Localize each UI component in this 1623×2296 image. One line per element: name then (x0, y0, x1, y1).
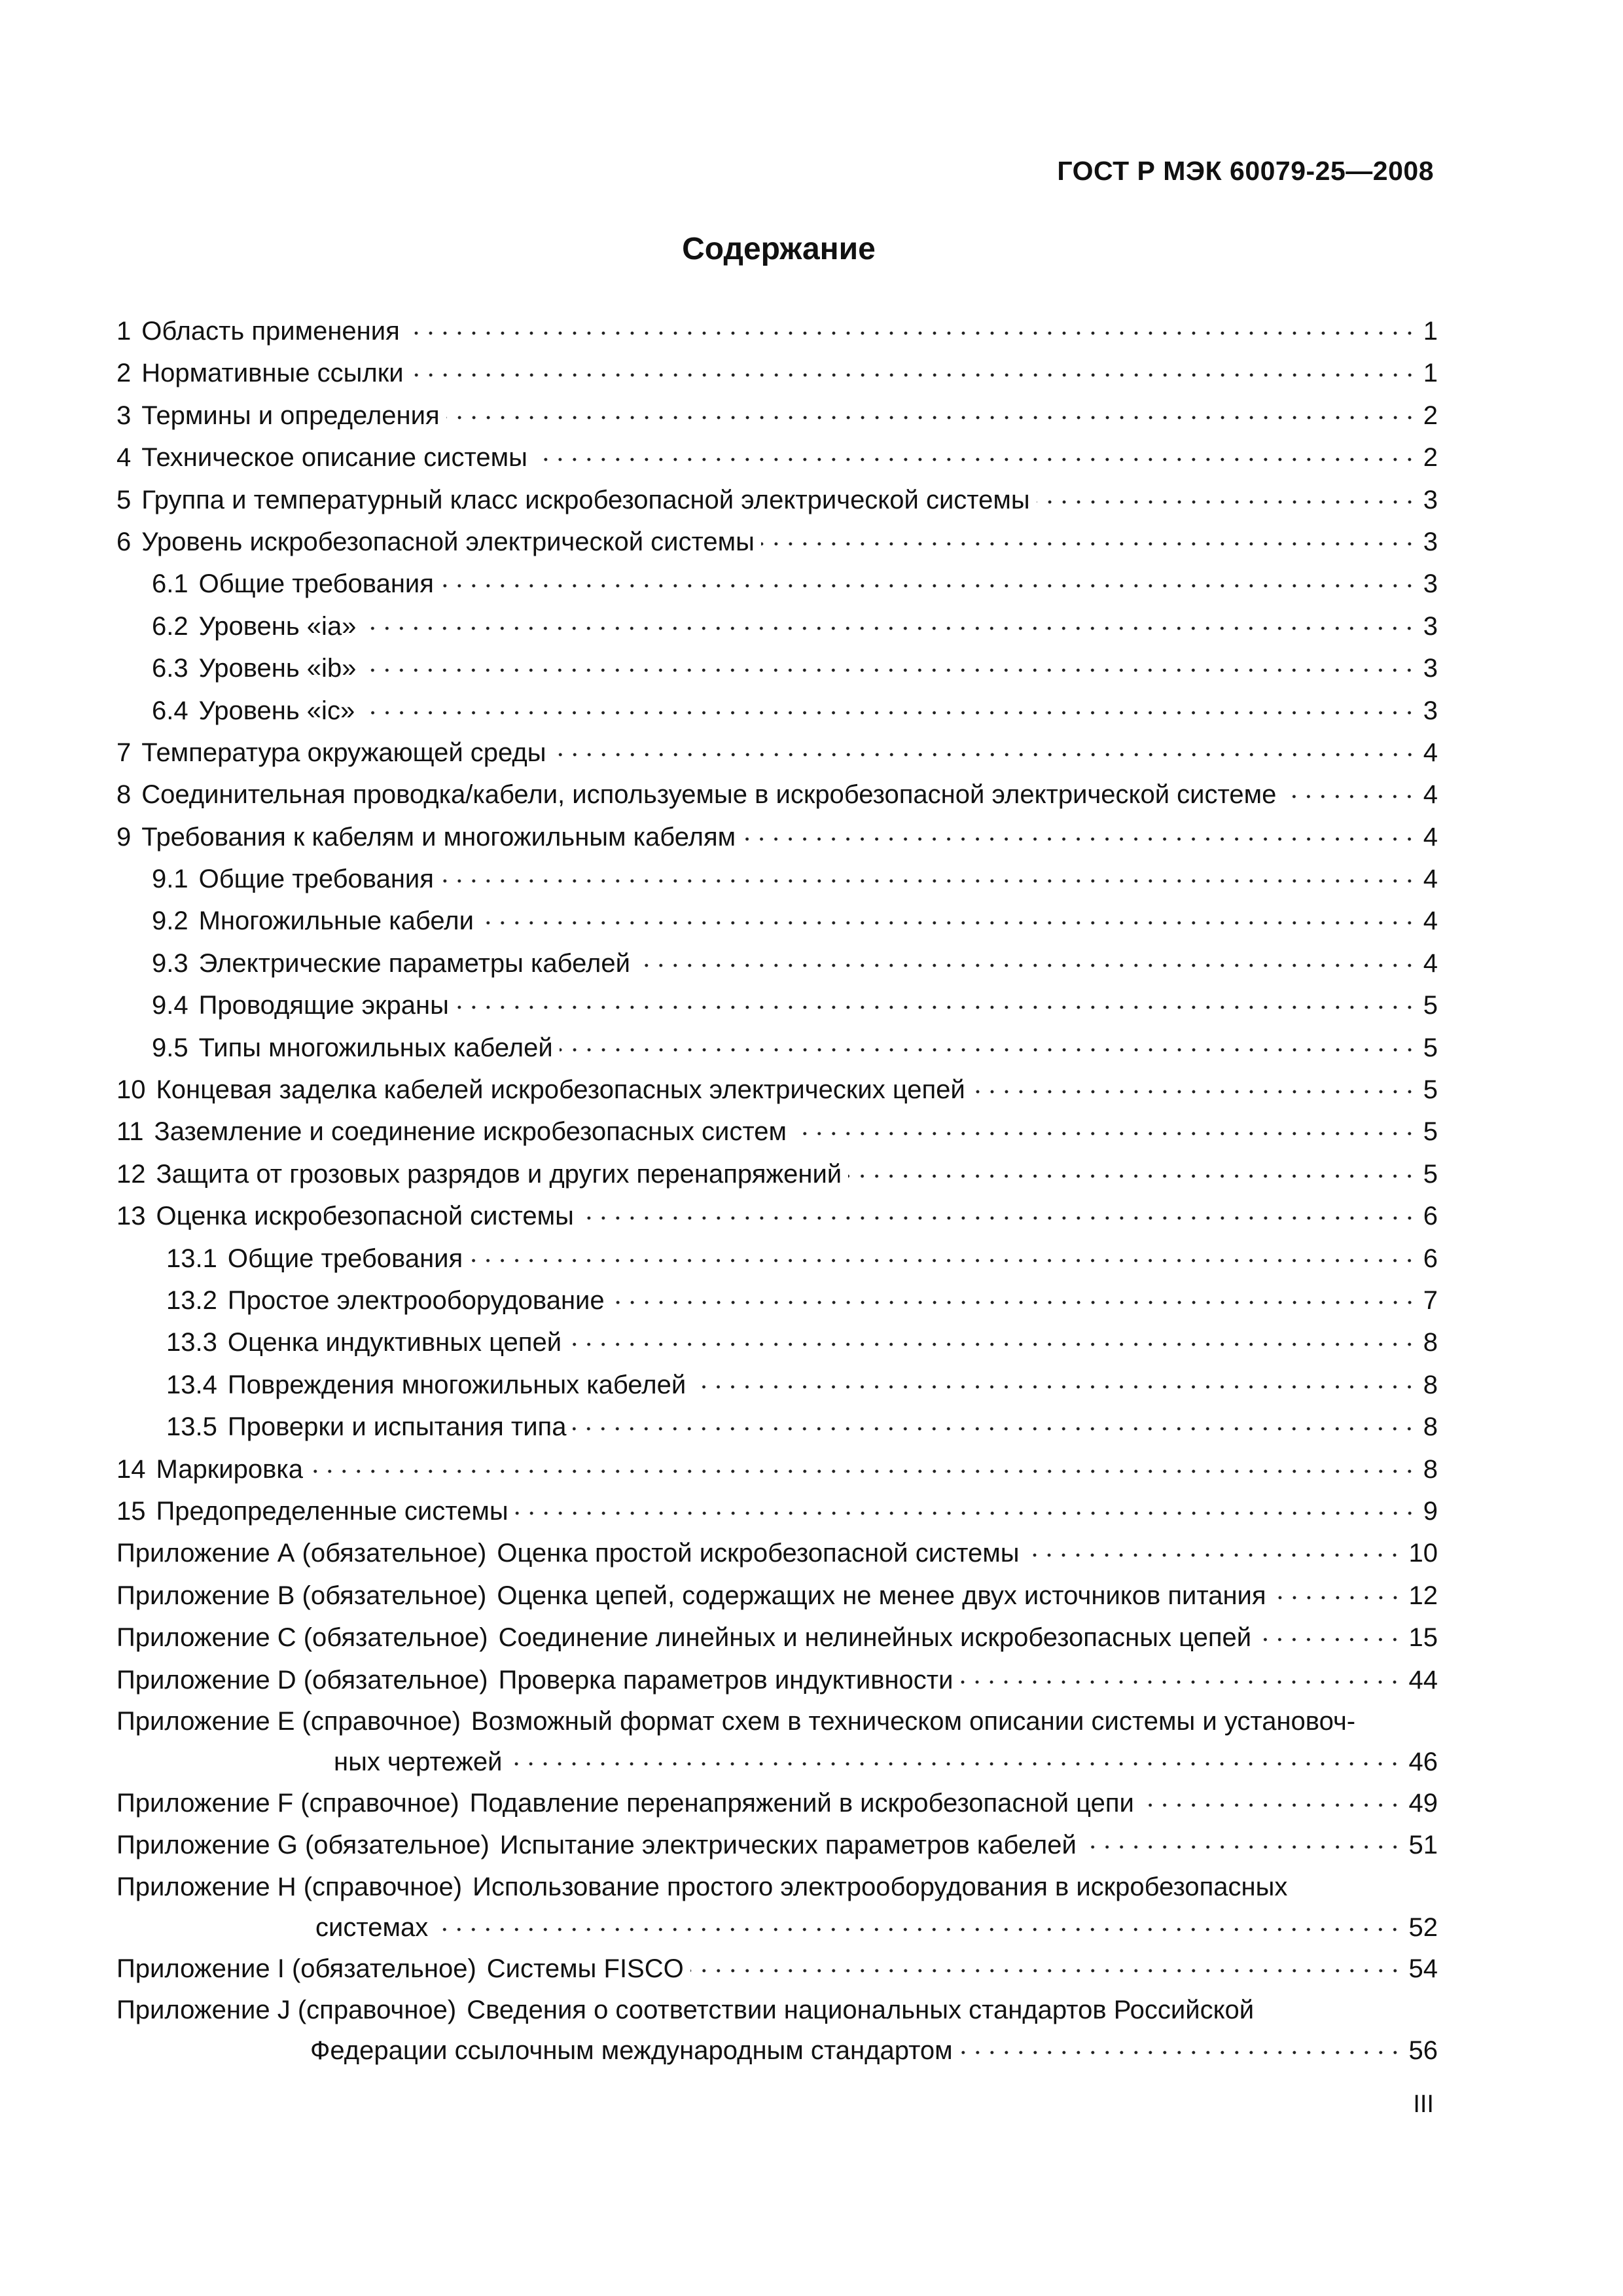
toc-entry-page: 8 (1423, 1412, 1438, 1442)
toc-entry-page: 1 (1423, 317, 1438, 346)
dot-leader (435, 1910, 1402, 1936)
toc-entry (116, 395, 1438, 437)
toc-entry-title: Оценка искробезопасной системы (156, 1202, 574, 1231)
dot-leader (508, 1744, 1402, 1770)
annex-page: 44 (1408, 1665, 1438, 1695)
toc-entry-page: 3 (1423, 696, 1438, 725)
dot-leader (446, 398, 1417, 424)
toc-entry-page: 5 (1423, 1159, 1438, 1189)
toc-entry-number: 11 (116, 1117, 144, 1147)
annex-page: 52 (1408, 1912, 1438, 1942)
dot-leader (363, 609, 1416, 635)
toc-entry-number: 1 (116, 317, 132, 346)
annex-entry-continuation (116, 1907, 1438, 1948)
dot-leader (568, 1325, 1417, 1351)
annex-label: Приложение А (обязательное) (116, 1539, 487, 1568)
toc-subentry (116, 984, 1438, 1026)
toc-entry-title: Электрические параметры кабелей (198, 948, 630, 978)
toc-entry-title: Общие требования (198, 865, 434, 894)
toc-entry-number: 13.3 (166, 1328, 217, 1357)
toc-entry-page: 4 (1423, 780, 1438, 810)
toc-subentry (116, 1321, 1438, 1363)
toc-entry-page: 4 (1423, 948, 1438, 978)
toc-entry-title: Общие требования (227, 1244, 463, 1273)
annex-entry (116, 1532, 1438, 1574)
toc-entry (116, 479, 1438, 521)
toc-entry (116, 521, 1438, 563)
toc-entry (116, 1111, 1438, 1153)
dot-leader (534, 440, 1417, 466)
toc-entry-title: Уровень «ib» (198, 654, 357, 683)
toc-entry-title: Простое электрооборудование (227, 1285, 605, 1315)
annex-label: Приложение Е (справочное) (116, 1706, 461, 1736)
toc-entry-number: 3 (116, 401, 132, 430)
document-header: ГОСТ Р МЭК 60079-25—2008 (1057, 156, 1434, 186)
annex-label: Приложение С (обязательное) (116, 1623, 488, 1653)
toc-entry-title: Нормативные ссылки (141, 359, 404, 388)
toc-subentry (116, 942, 1438, 984)
annex-title: Оценка простой искробезопасной системы (497, 1539, 1020, 1568)
toc-entry-page: 3 (1423, 527, 1438, 556)
toc-entry-title: Техническое описание системы (141, 443, 527, 473)
toc-entry-page: 3 (1423, 654, 1438, 683)
toc-entry-number: 13.2 (166, 1285, 217, 1315)
toc-subentry (116, 1280, 1438, 1321)
annex-title-continuation: системах (315, 1912, 429, 1942)
annex-label: Приложение G (обязательное) (116, 1831, 490, 1860)
toc-entry-number: 9 (116, 822, 132, 852)
toc-entry-title: Уровень «ia» (198, 611, 357, 641)
annex-entry (116, 1990, 1438, 2030)
toc-entry-title: Термины и определения (141, 401, 440, 430)
annex-title: Использование простого электрооборудования в искробезопасных (473, 1872, 1288, 1901)
annex-entry-continuation (116, 1742, 1438, 1782)
dot-leader (410, 355, 1417, 382)
annex-entry (116, 1701, 1438, 1742)
dot-leader (515, 1494, 1417, 1520)
toc-entry-page: 5 (1423, 991, 1438, 1020)
toc-entry-title: Область применения (141, 317, 400, 346)
annex-title-continuation: Федерации ссылочным международным стандартом (310, 2036, 953, 2066)
toc-entry (116, 816, 1438, 858)
toc-entry (116, 310, 1438, 352)
annex-label: Приложение Н (справочное) (116, 1872, 463, 1901)
annex-page: 15 (1408, 1623, 1438, 1653)
toc-entry-number: 15 (116, 1496, 146, 1526)
dot-leader (553, 735, 1417, 761)
annex-title: Оценка цепей, содержащих не менее двух источников питания (497, 1581, 1266, 1610)
toc-entry-number: 9.4 (152, 991, 188, 1020)
toc-subentry (116, 647, 1438, 689)
toc-subentry (116, 1027, 1438, 1069)
toc-entry-title: Уровень «ic» (198, 696, 355, 725)
page-title: Содержание (682, 232, 876, 266)
annex-page: 49 (1408, 1788, 1438, 1818)
toc-entry-number: 6.2 (152, 611, 188, 641)
annex-title: Возможный формат схем в техническом описании системы и установоч- (471, 1706, 1356, 1736)
annex-page: 10 (1408, 1539, 1438, 1568)
dot-leader (573, 1409, 1416, 1435)
dot-leader (455, 988, 1417, 1014)
annex-label: Приложение В (обязательное) (116, 1581, 487, 1610)
annex-title: Системы FISCO (486, 1954, 684, 1983)
toc-subentry (116, 605, 1438, 647)
toc-entry-number: 9.3 (152, 948, 188, 978)
annex-label: Приложение J (справочное) (116, 1996, 457, 2025)
toc-entry (116, 1069, 1438, 1111)
dot-leader (1026, 1535, 1402, 1562)
annex-label: Приложение D (обязательное) (116, 1665, 488, 1695)
toc-entry-number: 13.4 (166, 1370, 217, 1399)
toc-entry (116, 1448, 1438, 1490)
toc-entry (116, 732, 1438, 774)
toc-entry-title: Типы многожильных кабелей (198, 1033, 553, 1062)
toc-entry-title: Концевая заделка кабелей искробезопасных электрических цепей (156, 1075, 965, 1105)
toc-entry-number: 5 (116, 485, 132, 514)
toc-entry-number: 2 (116, 359, 132, 388)
dot-leader (1273, 1578, 1402, 1604)
toc-entry-number: 9.2 (152, 906, 188, 936)
dot-leader (959, 2033, 1402, 2059)
dot-leader (611, 1283, 1417, 1309)
toc-subentry (116, 1406, 1438, 1448)
dot-leader (742, 819, 1417, 846)
toc-entry-title: Соединительная проводка/кабели, используемые в искробезопасной электрической системе (141, 780, 1277, 810)
toc-entry-number: 6 (116, 527, 132, 556)
toc-entry-title: Оценка индуктивных цепей (227, 1328, 562, 1357)
toc-entry (116, 1153, 1438, 1195)
annex-title: Проверка параметров индуктивности (498, 1665, 954, 1695)
page-number: III (1413, 2090, 1434, 2118)
dot-leader (1083, 1827, 1402, 1854)
dot-leader (580, 1198, 1417, 1225)
toc-entry-number: 9.1 (152, 865, 188, 894)
toc-subentry (116, 1238, 1438, 1280)
dot-leader (848, 1157, 1417, 1183)
toc-entry-number: 14 (116, 1454, 146, 1484)
annex-title-continuation: ных чертежей (334, 1747, 503, 1776)
annex-title: Сведения о соответствии национальных стандартов Российской (467, 1996, 1255, 2025)
toc-entry-page: 8 (1423, 1454, 1438, 1484)
toc-entry-number: 13.1 (166, 1244, 217, 1273)
toc-entry-number: 12 (116, 1159, 146, 1189)
toc-subentry (116, 563, 1438, 605)
toc-subentry (116, 690, 1438, 732)
toc-entry-title: Уровень искробезопасной электрической системы (141, 527, 755, 556)
toc-entry-page: 2 (1423, 443, 1438, 473)
annex-title: Подавление перенапряжений в искробезопасной цепи (469, 1788, 1134, 1818)
toc-entry-page: 9 (1423, 1496, 1438, 1526)
dot-leader (480, 903, 1417, 929)
dot-leader (440, 566, 1417, 592)
toc-entry-page: 4 (1423, 865, 1438, 894)
toc-entry-number: 10 (116, 1075, 146, 1105)
toc-entry-page: 6 (1423, 1244, 1438, 1273)
dot-leader (637, 946, 1417, 972)
annex-page: 54 (1408, 1954, 1438, 1983)
toc-entry-number: 6.4 (152, 696, 188, 725)
toc-entry-number: 13 (116, 1202, 146, 1231)
toc-entry-title: Многожильные кабели (198, 906, 474, 936)
toc-entry-title: Предопределенные системы (156, 1496, 508, 1526)
toc-entry-title: Требования к кабелям и многожильным кабелям (141, 822, 736, 852)
annex-entry (116, 1824, 1438, 1866)
toc-entry-title: Группа и температурный класс искробезопасной электрической системы (141, 485, 1030, 514)
toc-entry-title: Защита от грозовых разрядов и других перенапряжений (156, 1159, 842, 1189)
toc-entry-number: 13.5 (166, 1412, 217, 1442)
toc-entry-page: 4 (1423, 822, 1438, 852)
annex-title: Испытание электрических параметров кабелей (499, 1831, 1077, 1860)
toc-entry (116, 774, 1438, 816)
toc-entry-page: 5 (1423, 1033, 1438, 1062)
toc-entry-title: Общие требования (198, 569, 434, 599)
dot-leader (1037, 482, 1417, 509)
toc-entry-title: Заземление и соединение искробезопасных систем (154, 1117, 787, 1147)
toc-entry-title: Проверки и испытания типа (227, 1412, 567, 1442)
toc-entry-number: 6.1 (152, 569, 188, 599)
dot-leader (959, 1662, 1402, 1689)
dot-leader (972, 1072, 1417, 1098)
toc-entry-number: 7 (116, 738, 132, 767)
dot-leader (761, 524, 1417, 550)
toc-entry-title: Проводящие экраны (198, 991, 449, 1020)
dot-leader (406, 314, 1417, 340)
toc-entry-page: 8 (1423, 1370, 1438, 1399)
annex-entry-continuation (116, 2030, 1438, 2071)
toc-entry-page: 3 (1423, 485, 1438, 514)
toc-entry-title: Температура окружающей среды (141, 738, 546, 767)
toc-entry-number: 9.5 (152, 1033, 188, 1062)
annex-entry (116, 1575, 1438, 1617)
annex-entry (116, 1659, 1438, 1701)
annex-page: 56 (1408, 2036, 1438, 2066)
annex-label: Приложение F (справочное) (116, 1788, 459, 1818)
toc-entry-number: 4 (116, 443, 132, 473)
dot-leader (363, 651, 1416, 677)
dot-leader (1283, 777, 1416, 803)
toc-entry (116, 437, 1438, 478)
annex-label: Приложение I (обязательное) (116, 1954, 476, 1983)
dot-leader (560, 1030, 1417, 1056)
toc-entry-number: 6.3 (152, 654, 188, 683)
dot-leader (690, 1951, 1402, 1977)
annex-entry (116, 1782, 1438, 1824)
table-of-contents (116, 310, 1438, 2071)
toc-entry-page: 1 (1423, 359, 1438, 388)
dot-leader (692, 1367, 1417, 1393)
annex-entry (116, 1867, 1438, 1907)
annex-entry (116, 1948, 1438, 1990)
toc-entry-page: 3 (1423, 611, 1438, 641)
annex-page: 46 (1408, 1747, 1438, 1776)
annex-title: Соединение линейных и нелинейных искробезопасных цепей (498, 1623, 1252, 1653)
toc-subentry (116, 1364, 1438, 1406)
dot-leader (361, 693, 1417, 719)
toc-entry-page: 6 (1423, 1202, 1438, 1231)
toc-entry-page: 8 (1423, 1328, 1438, 1357)
toc-entry-number: 8 (116, 780, 132, 810)
toc-entry-page: 4 (1423, 738, 1438, 767)
toc-entry (116, 352, 1438, 394)
toc-entry-page: 7 (1423, 1285, 1438, 1315)
annex-page: 12 (1408, 1581, 1438, 1610)
toc-entry (116, 1490, 1438, 1532)
dot-leader (440, 861, 1417, 888)
dot-leader (1258, 1620, 1402, 1646)
annex-entry (116, 1617, 1438, 1659)
toc-entry-page: 3 (1423, 569, 1438, 599)
annex-page: 51 (1408, 1831, 1438, 1860)
toc-subentry (116, 858, 1438, 900)
dot-leader (469, 1241, 1417, 1267)
toc-subentry (116, 900, 1438, 942)
toc-entry (116, 1195, 1438, 1237)
dot-leader (793, 1114, 1417, 1140)
toc-entry-page: 2 (1423, 401, 1438, 430)
toc-entry-title: Повреждения многожильных кабелей (227, 1370, 687, 1399)
toc-entry-page: 4 (1423, 906, 1438, 936)
toc-entry-page: 5 (1423, 1075, 1438, 1105)
toc-entry-title: Маркировка (156, 1454, 303, 1484)
toc-entry-page: 5 (1423, 1117, 1438, 1147)
dot-leader (310, 1452, 1417, 1478)
dot-leader (1141, 1785, 1402, 1812)
